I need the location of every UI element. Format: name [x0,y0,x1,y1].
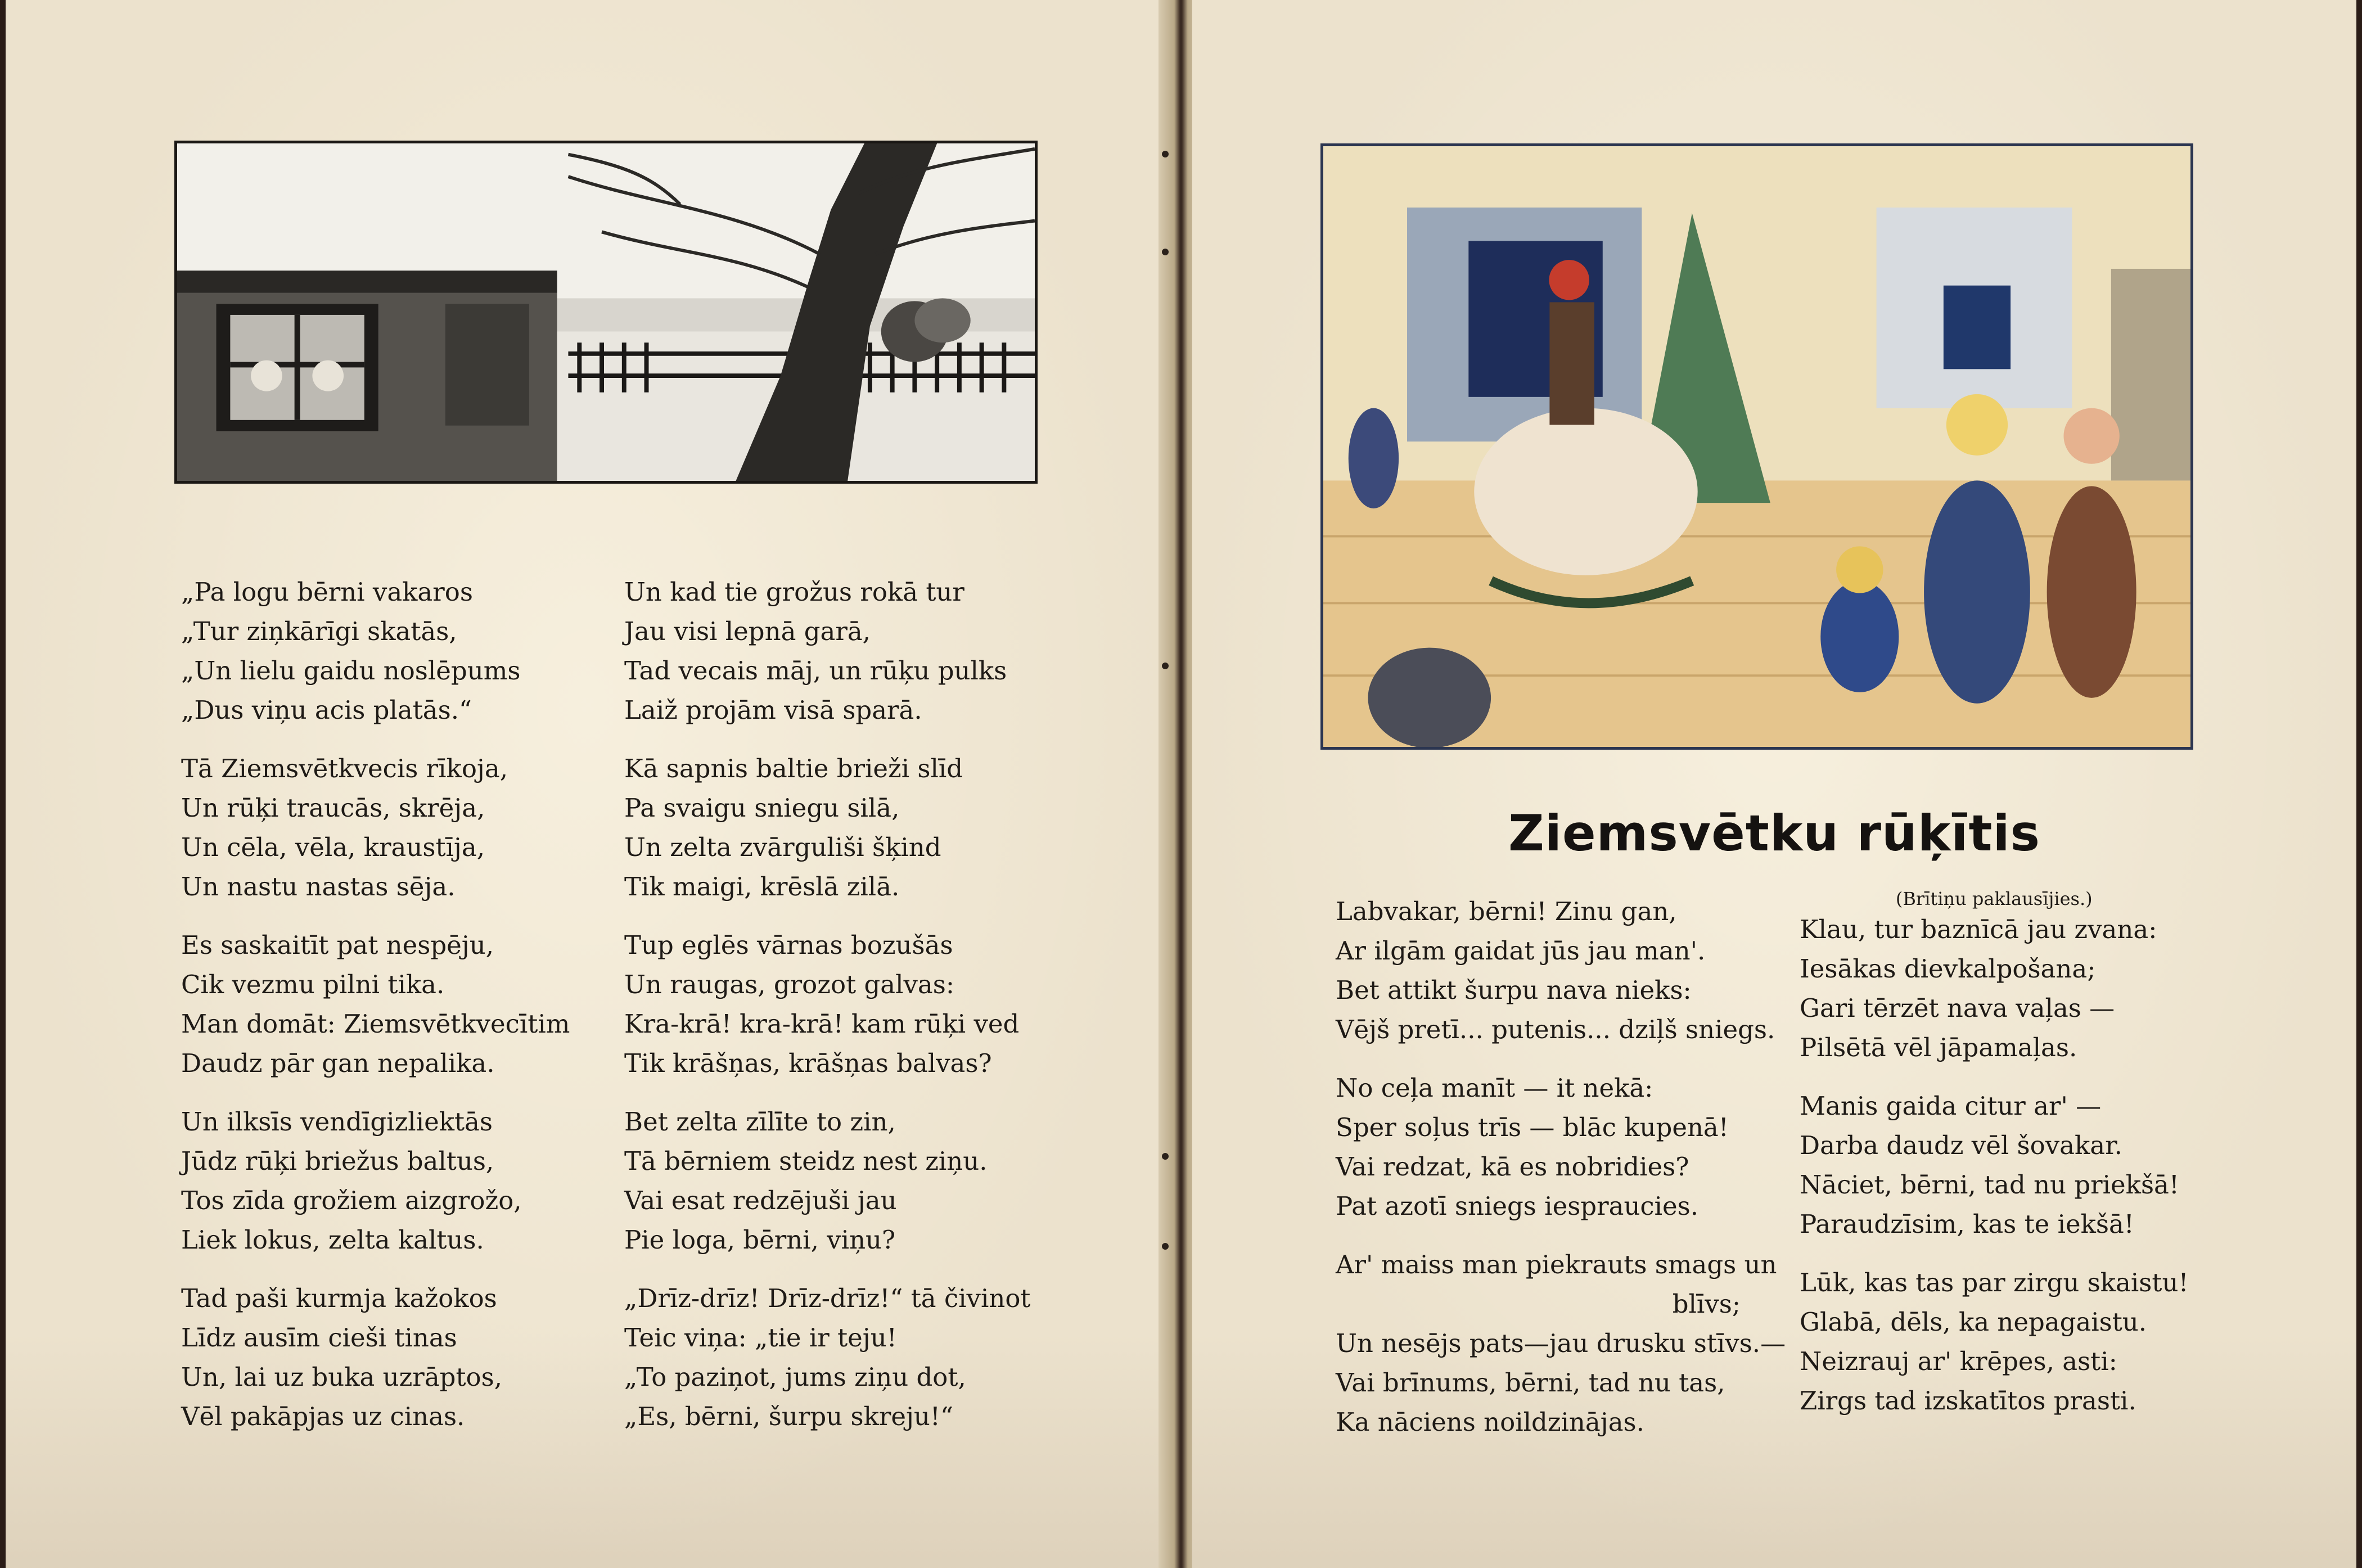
right-page [1192,0,2356,1568]
poem-line: Tā Ziemsvētkvecis rīkoja, [181,754,508,783]
stanza [1336,892,1775,1049]
poem-title: Ziemsvētku rūķītis [1508,804,2040,862]
poem-line: Pat azotī sniegs iespraucies. [1336,1191,1699,1221]
stanza [1800,1263,2189,1421]
poem-line: „Tur ziņkārīgi skatās, [181,616,457,646]
poem-line: Man domāt: Ziemsvētkvecītim [181,1009,570,1039]
poem-line: Vai redzat, kā es nobridies? [1336,1152,1689,1182]
poem-line: Ar ilgām gaidat jūs jau man'. [1336,936,1706,966]
poem-line: Klau, tur baznīcā jau zvana: [1800,914,2157,944]
binding-stitch [1162,1243,1169,1250]
stanza [1800,1087,2189,1244]
binding-stitch [1162,249,1169,255]
poem-line: Zirgs tad izskatītos prasti. [1800,1386,2136,1416]
poem-line: Bet zelta zīlīte to zin, [624,1107,896,1137]
poem-line: No ceļa manīt — it nekā: [1336,1073,1653,1103]
poem-line: Vēl pakāpjas uz cinas. [181,1402,465,1431]
poem-line: Liek lokus, zelta kaltus. [181,1225,484,1255]
poem-line: Ar' maiss man piekrauts smags un [1336,1250,1777,1279]
poem-line: Gari tērzēt nava vaļas — [1800,993,2115,1023]
stanza [181,749,570,907]
poem-line: Glabā, dēls, ka nepagaistu. [1800,1307,2147,1337]
left-page [6,0,1170,1568]
poem-line: Daudz pār gan nepalika. [181,1048,495,1078]
poem-line: „To paziņot, jums ziņu dot, [624,1362,966,1392]
poem-line: „Drīz-drīz! Drīz-drīz!“ tā čivinot [624,1283,1031,1313]
poem-line: Un zelta zvārguliši šķind [624,832,941,862]
stanza [624,1102,1031,1260]
poem-line: Tad paši kurmja kažokos [181,1283,497,1313]
poem-line: Vai brīnums, bērni, tad nu tas, [1336,1368,1725,1398]
poem-line: Es saskaitīt pat nespēju, [181,930,494,960]
poem-column-1 [1336,892,1786,1461]
poem-line: Tik krāšņas, krāšņas balvas? [624,1048,992,1078]
stanza [181,573,570,730]
poem-line: Sper soļus trīs — blāc kupenā! [1336,1112,1729,1142]
stanza [1336,1245,1786,1442]
poem-line: Pa svaigu sniegu silā, [624,793,900,823]
poem-line: Jūdz rūķi briežus baltus, [181,1146,494,1176]
poem-line: Lūk, kas tas par zirgu skaistu! [1800,1268,2189,1297]
poem-line: Teic viņa: „tie ir teju! [624,1323,897,1353]
poem-column-2 [624,573,1031,1456]
poem-line: Un ilksīs vendīgizliektās [181,1107,493,1137]
binding-stitch [1162,663,1169,669]
poem-line: Labvakar, bērni! Zinu gan, [1336,896,1677,926]
poem-line: Manis gaida citur ar' — [1800,1091,2102,1121]
poem-line: Un nastu nastas sēja. [181,872,456,902]
poem-line: Iesākas dievkalpošana; [1800,954,2096,984]
poem-line: Ka nāciens noildzinājas. [1336,1407,1644,1437]
poem-line: Un raugas, grozot galvas: [624,970,954,999]
poem-line: „Dus viņu acis platās.“ [181,695,472,725]
poem-line: Vai esat redzējuši jau [624,1186,897,1215]
poem-line: Vējš pretī... putenis... dziļš sniegs. [1336,1015,1775,1044]
poem-line: Kra-krā! kra-krā! kam rūķi ved [624,1009,1020,1039]
stanza [181,926,570,1083]
poem-line: Jau visi lepnā garā, [624,616,871,646]
stanza [181,1102,570,1260]
poem-line: Darba daudz vēl šovakar. [1800,1130,2122,1160]
poem-line: „Un lielu gaidu noslēpums [181,656,521,686]
christmas-room-rocking-horse-illustration [1320,143,2193,750]
poem-line: Tā bērniem steidz nest ziņu. [624,1146,988,1176]
poem-column-1 [181,573,570,1456]
poem-line: blīvs; [1672,1289,1741,1319]
poem-subtitle: (Brītiņu paklausījies.) [1895,888,2093,909]
stanza [1336,1069,1775,1226]
poem-line: „Es, bērni, šurpu skreju!“ [624,1402,953,1431]
poem-line: Pie loga, bērni, viņu? [624,1225,896,1255]
stanza [624,1279,1031,1436]
poem-line: Pilsētā vēl jāpamaļas. [1800,1033,2077,1062]
poem-line: Laiž projām visā sparā. [624,695,922,725]
poem-line: Nāciet, bērni, tad nu priekšā! [1800,1170,2179,1200]
poem-line: Neizrauj ar' krēpes, asti: [1800,1346,2117,1376]
poem-line: Un, lai uz buka uzrāptos, [181,1362,503,1392]
binding-stitch [1162,151,1169,157]
stanza [1800,910,2189,1067]
stanza [181,1279,570,1436]
poem-line: Tik maigi, krēslā zilā. [624,872,900,902]
poem-line: Tad vecais māj, un rūķu pulks [624,656,1007,686]
poem-line: Un nesējs pats—jau drusku stīvs.— [1336,1328,1786,1358]
poem-line: Paraudzīsim, kas te iekšā! [1800,1209,2134,1239]
poem-line: Un cēla, vēla, kraustīja, [181,832,485,862]
binding-stitch [1162,1153,1169,1160]
page-title [1192,804,2356,862]
stanza [624,926,1031,1083]
poem-line: Un rūķi traucās, skrēja, [181,793,485,823]
poem-line: Cik vezmu pilni tika. [181,970,445,999]
poem-line: Un kad tie grožus rokā tur [624,577,964,607]
winter-window-scene-illustration [174,141,1038,484]
poem-line: Bet attikt šurpu nava nieks: [1336,975,1692,1005]
stanza [624,749,1031,907]
poem-line: Kā sapnis baltie brieži slīd [624,754,963,783]
poem-column-2 [1800,888,2189,1440]
poem-line: Tos zīda grožiem aizgrožo, [181,1186,522,1215]
poem-line: „Pa logu bērni vakaros [181,577,473,607]
stanza [624,573,1031,730]
poem-line: Tup eglēs vārnas bozušās [624,930,953,960]
poem-line: Līdz ausīm cieši tinas [181,1323,457,1353]
